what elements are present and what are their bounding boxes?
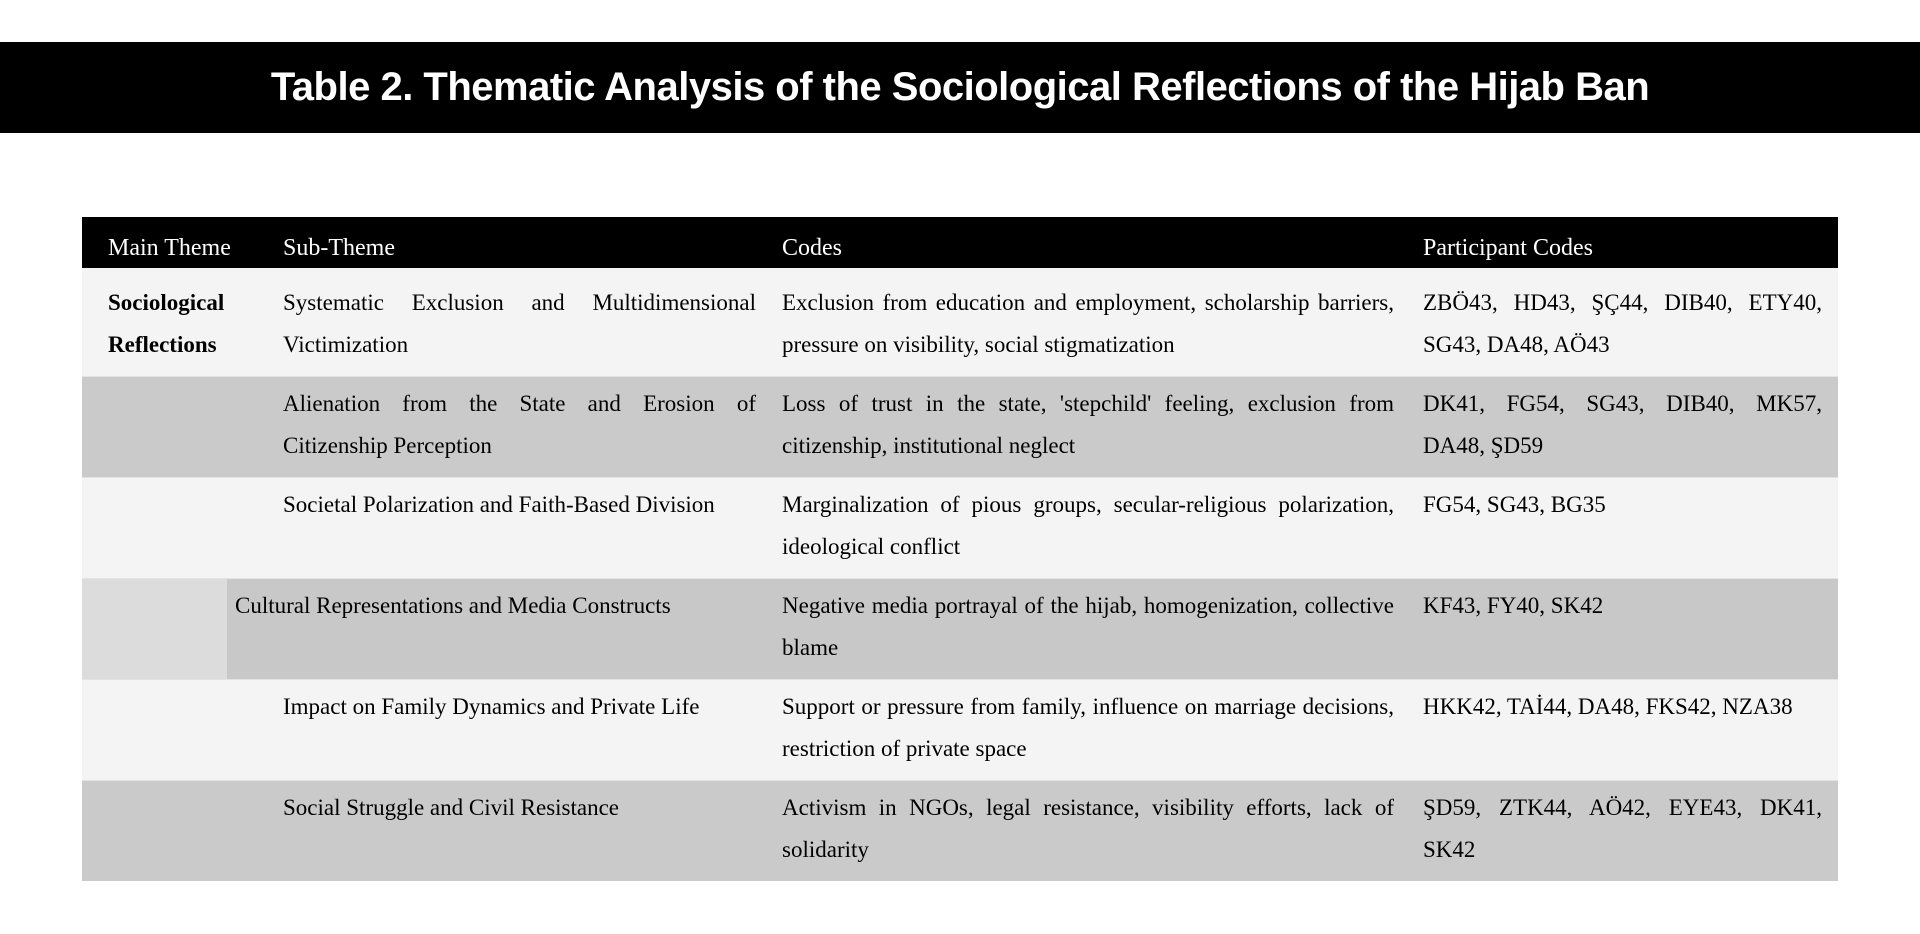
- title-banner: [0, 42, 1920, 133]
- cell-main-theme: [82, 781, 257, 881]
- cell-codes: Activism in NGOs, legal resistance, visibility efforts, lack of solidarity: [770, 781, 1410, 881]
- cell-main-theme: [82, 579, 227, 679]
- cell-main-theme: [82, 478, 257, 578]
- cell-codes: Support or pressure from family, influence on marriage decisions, restriction of private space: [770, 680, 1410, 780]
- table-header-row: [82, 217, 1838, 268]
- cell-sub-theme: Systematic Exclusion and Multidimensional Victimization: [257, 268, 770, 376]
- table-row: [82, 477, 1838, 578]
- cell-codes: Loss of trust in the state, 'stepchild' feeling, exclusion from citizenship, institutional neglect: [770, 377, 1410, 477]
- column-header-participant-codes: Participant Codes: [1423, 235, 1593, 261]
- thematic-analysis-table: [82, 217, 1838, 881]
- cell-participant-codes: FG54, SG43, BG35: [1410, 478, 1838, 578]
- cell-sub-theme: Cultural Representations and Media Constructs: [227, 579, 770, 679]
- cell-main-theme: [82, 377, 257, 477]
- cell-main-theme: [82, 680, 257, 780]
- table-row: [82, 780, 1838, 881]
- table-row: [82, 679, 1838, 780]
- column-header-sub-theme: Sub-Theme: [283, 235, 395, 261]
- cell-sub-theme: Social Struggle and Civil Resistance: [257, 781, 770, 881]
- cell-participant-codes: ZBÖ43, HD43, ŞÇ44, DIB40, ETY40, SG43, DA48, AÖ43: [1410, 268, 1838, 376]
- column-header-main-theme: Main Theme: [108, 235, 231, 261]
- table-row: [82, 578, 1838, 679]
- table-row: [82, 268, 1838, 376]
- cell-sub-theme: Societal Polarization and Faith-Based Division: [257, 478, 770, 578]
- cell-participant-codes: ŞD59, ZTK44, AÖ42, EYE43, DK41, SK42: [1410, 781, 1838, 881]
- cell-codes: Exclusion from education and employment, scholarship barriers, pressure on visibility, social stigmatization: [770, 268, 1410, 376]
- cell-participant-codes: KF43, FY40, SK42: [1410, 579, 1838, 679]
- cell-sub-theme: Alienation from the State and Erosion of Citizenship Perception: [257, 377, 770, 477]
- cell-participant-codes: HKK42, TAİ44, DA48, FKS42, NZA38: [1410, 680, 1838, 780]
- column-header-codes: Codes: [782, 235, 842, 261]
- cell-codes: Marginalization of pious groups, secular-religious polarization, ideological conflict: [770, 478, 1410, 578]
- cell-codes: Negative media portrayal of the hijab, homogenization, collective blame: [770, 579, 1410, 679]
- table-row: [82, 376, 1838, 477]
- table-title: Table 2. Thematic Analysis of the Sociological Reflections of the Hijab Ban: [270, 65, 1650, 109]
- cell-participant-codes: DK41, FG54, SG43, DIB40, MK57, DA48, ŞD59: [1410, 377, 1838, 477]
- cell-main-theme: Sociological Reflections: [82, 268, 257, 376]
- cell-sub-theme: Impact on Family Dynamics and Private Life: [257, 680, 770, 780]
